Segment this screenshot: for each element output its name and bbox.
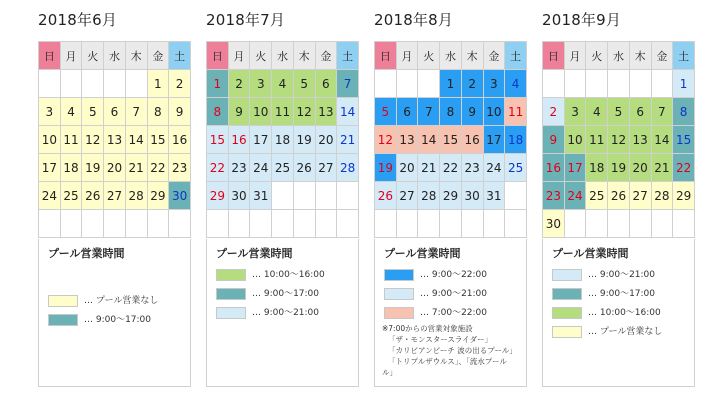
day-cell: 25 <box>60 182 82 210</box>
day-cell: 2 <box>461 70 483 98</box>
empty-cell <box>39 70 61 98</box>
day-cell: 2 <box>169 70 191 98</box>
legend-note: 「ザ・モンスタースライダー」 <box>388 335 493 344</box>
empty-cell <box>82 210 104 238</box>
day-cell: 9 <box>169 98 191 126</box>
legend-swatch <box>384 269 414 281</box>
day-cell: 28 <box>418 182 440 210</box>
day-cell: 29 <box>673 182 695 210</box>
day-cell: 11 <box>272 98 294 126</box>
legend-label: … プール営業なし <box>588 327 663 337</box>
day-cell: 24 <box>483 154 505 182</box>
legend-swatch <box>384 288 414 300</box>
empty-cell <box>228 210 250 238</box>
empty-cell <box>629 210 651 238</box>
day-cell: 7 <box>337 70 359 98</box>
legend-swatch <box>48 295 78 307</box>
day-cell: 16 <box>169 126 191 154</box>
weekday-header-thursday: 木 <box>461 42 483 70</box>
weekday-header-tuesday: 火 <box>418 42 440 70</box>
legend-label: … 9:00〜21:00 <box>588 270 656 280</box>
empty-cell <box>651 210 673 238</box>
week-row <box>375 98 527 126</box>
empty-cell <box>337 182 359 210</box>
week-row <box>375 154 527 182</box>
empty-cell <box>608 70 630 98</box>
day-cell: 24 <box>250 154 272 182</box>
day-cell: 19 <box>375 154 397 182</box>
day-cell: 18 <box>60 154 82 182</box>
day-cell: 13 <box>629 126 651 154</box>
weekday-header-tuesday: 火 <box>250 42 272 70</box>
weekday-header-thursday: 木 <box>293 42 315 70</box>
week-row <box>39 182 191 210</box>
day-cell: 26 <box>293 154 315 182</box>
day-cell: 27 <box>315 154 337 182</box>
empty-cell <box>440 210 462 238</box>
empty-cell <box>461 210 483 238</box>
day-cell: 30 <box>461 182 483 210</box>
day-cell: 30 <box>543 210 565 238</box>
day-cell: 16 <box>461 126 483 154</box>
weekday-header-friday: 金 <box>315 42 337 70</box>
day-cell: 9 <box>543 126 565 154</box>
legend-label: … 7:00〜22:00 <box>420 308 488 318</box>
weekday-header-friday: 金 <box>147 42 169 70</box>
empty-cell <box>207 210 229 238</box>
week-row <box>39 98 191 126</box>
empty-cell <box>293 210 315 238</box>
weekday-header-saturday: 土 <box>505 42 527 70</box>
legend-label: … 9:00〜21:00 <box>252 308 320 318</box>
weekday-header-saturday: 土 <box>337 42 359 70</box>
weekday-header-thursday: 木 <box>125 42 147 70</box>
empty-cell <box>543 70 565 98</box>
day-cell: 16 <box>228 126 250 154</box>
day-cell: 8 <box>207 98 229 126</box>
weekday-header-wednesday: 水 <box>608 42 630 70</box>
weekday-header-wednesday: 水 <box>440 42 462 70</box>
day-cell: 3 <box>483 70 505 98</box>
legend-title: プール営業時間 <box>384 247 461 260</box>
day-cell: 25 <box>586 182 608 210</box>
day-cell: 28 <box>125 182 147 210</box>
day-cell: 10 <box>483 98 505 126</box>
empty-cell <box>586 210 608 238</box>
day-cell: 8 <box>440 98 462 126</box>
day-cell: 1 <box>673 70 695 98</box>
day-cell: 4 <box>505 70 527 98</box>
day-cell: 4 <box>60 98 82 126</box>
legend-label: … 9:00〜17:00 <box>252 289 320 299</box>
day-cell: 5 <box>82 98 104 126</box>
empty-cell <box>629 70 651 98</box>
day-cell: 1 <box>207 70 229 98</box>
day-cell: 19 <box>293 126 315 154</box>
legend-swatch <box>552 269 582 281</box>
day-cell: 22 <box>440 154 462 182</box>
calendar-grid <box>374 41 527 238</box>
empty-cell <box>293 182 315 210</box>
empty-cell <box>147 210 169 238</box>
weekday-header-monday: 月 <box>564 42 586 70</box>
day-cell: 28 <box>651 182 673 210</box>
day-cell: 3 <box>250 70 272 98</box>
weekday-header-monday: 月 <box>228 42 250 70</box>
day-cell: 12 <box>608 126 630 154</box>
day-cell: 18 <box>586 154 608 182</box>
empty-cell <box>60 70 82 98</box>
day-cell: 25 <box>272 154 294 182</box>
empty-cell <box>375 70 397 98</box>
week-row <box>543 154 695 182</box>
day-cell: 6 <box>315 70 337 98</box>
day-cell: 8 <box>673 98 695 126</box>
legend-note: ル」 <box>382 368 397 377</box>
day-cell: 1 <box>147 70 169 98</box>
empty-cell <box>564 70 586 98</box>
weekday-header-sunday: 日 <box>39 42 61 70</box>
legend-swatch <box>216 307 246 319</box>
weekday-header-monday: 月 <box>396 42 418 70</box>
week-row <box>375 210 527 238</box>
day-cell: 8 <box>147 98 169 126</box>
empty-cell <box>272 210 294 238</box>
day-cell: 26 <box>375 182 397 210</box>
empty-cell <box>673 210 695 238</box>
day-cell: 20 <box>315 126 337 154</box>
legend-box <box>38 239 191 387</box>
day-cell: 24 <box>564 182 586 210</box>
day-cell: 17 <box>39 154 61 182</box>
day-cell: 21 <box>418 154 440 182</box>
empty-cell <box>483 210 505 238</box>
weekday-header-saturday: 土 <box>169 42 191 70</box>
day-cell: 6 <box>104 98 126 126</box>
empty-cell <box>608 210 630 238</box>
empty-cell <box>315 182 337 210</box>
calendar-grid <box>206 41 359 238</box>
legend-note: 「カリビアンビーチ 波の出るプール」 <box>388 346 517 355</box>
day-cell: 29 <box>207 182 229 210</box>
day-cell: 23 <box>543 182 565 210</box>
day-cell: 3 <box>564 98 586 126</box>
legend-label: … 10:00〜16:00 <box>252 270 325 280</box>
day-cell: 2 <box>228 70 250 98</box>
day-cell: 14 <box>651 126 673 154</box>
day-cell: 23 <box>228 154 250 182</box>
weekday-header-friday: 金 <box>483 42 505 70</box>
day-cell: 31 <box>483 182 505 210</box>
day-cell: 7 <box>125 98 147 126</box>
day-cell: 23 <box>169 154 191 182</box>
day-cell: 14 <box>418 126 440 154</box>
week-row <box>543 98 695 126</box>
calendar-grid <box>38 41 191 238</box>
day-cell: 13 <box>315 98 337 126</box>
empty-cell <box>396 70 418 98</box>
legend-note: 「トリプルザウルス」、「流水プール <box>388 357 507 366</box>
week-row <box>375 126 527 154</box>
legend-note: ※7:00からの営業対象施設 <box>382 324 473 333</box>
day-cell: 5 <box>608 98 630 126</box>
week-row <box>543 70 695 98</box>
day-cell: 6 <box>396 98 418 126</box>
legend-title: プール営業時間 <box>552 247 629 260</box>
day-cell: 24 <box>39 182 61 210</box>
day-cell: 31 <box>250 182 272 210</box>
legend-box <box>542 239 695 387</box>
day-cell: 19 <box>608 154 630 182</box>
day-cell: 11 <box>586 126 608 154</box>
weekday-header-saturday: 土 <box>673 42 695 70</box>
month-title: 2018年7月 <box>206 11 286 29</box>
day-cell: 20 <box>629 154 651 182</box>
week-row <box>543 126 695 154</box>
week-row <box>543 210 695 238</box>
empty-cell <box>586 70 608 98</box>
day-cell: 10 <box>250 98 272 126</box>
day-cell: 17 <box>564 154 586 182</box>
legend-swatch <box>48 314 78 326</box>
empty-cell <box>169 210 191 238</box>
weekday-header-wednesday: 水 <box>272 42 294 70</box>
day-cell: 27 <box>629 182 651 210</box>
day-cell: 14 <box>337 98 359 126</box>
legend-label: … 10:00〜16:00 <box>588 308 661 318</box>
week-row <box>207 182 359 210</box>
empty-cell <box>39 210 61 238</box>
day-cell: 11 <box>505 98 527 126</box>
day-cell: 17 <box>483 126 505 154</box>
day-cell: 15 <box>440 126 462 154</box>
day-cell: 21 <box>125 154 147 182</box>
day-cell: 13 <box>104 126 126 154</box>
week-row <box>207 98 359 126</box>
empty-cell <box>125 70 147 98</box>
empty-cell <box>505 182 527 210</box>
day-cell: 22 <box>207 154 229 182</box>
empty-cell <box>60 210 82 238</box>
day-cell: 14 <box>125 126 147 154</box>
day-cell: 4 <box>586 98 608 126</box>
empty-cell <box>375 210 397 238</box>
day-cell: 18 <box>272 126 294 154</box>
week-row <box>375 70 527 98</box>
day-cell: 15 <box>673 126 695 154</box>
weekday-header-thursday: 木 <box>629 42 651 70</box>
day-cell: 1 <box>440 70 462 98</box>
day-cell: 25 <box>505 154 527 182</box>
calendar-grid <box>542 41 695 238</box>
day-cell: 17 <box>250 126 272 154</box>
day-cell: 27 <box>104 182 126 210</box>
legend-swatch <box>552 307 582 319</box>
day-cell: 30 <box>169 182 191 210</box>
day-cell: 7 <box>418 98 440 126</box>
empty-cell <box>82 70 104 98</box>
day-cell: 22 <box>673 154 695 182</box>
day-cell: 21 <box>337 126 359 154</box>
day-cell: 26 <box>608 182 630 210</box>
day-cell: 9 <box>228 98 250 126</box>
day-cell: 6 <box>629 98 651 126</box>
weekday-header-wednesday: 水 <box>104 42 126 70</box>
month-title: 2018年9月 <box>542 11 622 29</box>
empty-cell <box>418 70 440 98</box>
day-cell: 27 <box>396 182 418 210</box>
day-cell: 22 <box>147 154 169 182</box>
week-row <box>207 126 359 154</box>
day-cell: 18 <box>505 126 527 154</box>
weekday-header-friday: 金 <box>651 42 673 70</box>
legend-label: … 9:00〜21:00 <box>420 289 488 299</box>
weekday-header-tuesday: 火 <box>82 42 104 70</box>
day-cell: 21 <box>651 154 673 182</box>
legend-title: プール営業時間 <box>216 247 293 260</box>
day-cell: 28 <box>337 154 359 182</box>
weekday-header-sunday: 日 <box>375 42 397 70</box>
legend-swatch <box>216 269 246 281</box>
day-cell: 12 <box>375 126 397 154</box>
empty-cell <box>337 210 359 238</box>
legend-swatch <box>552 326 582 338</box>
week-row <box>207 70 359 98</box>
day-cell: 9 <box>461 98 483 126</box>
day-cell: 15 <box>147 126 169 154</box>
day-cell: 7 <box>651 98 673 126</box>
legend-title: プール営業時間 <box>48 247 125 260</box>
empty-cell <box>505 210 527 238</box>
day-cell: 12 <box>82 126 104 154</box>
week-row <box>39 70 191 98</box>
week-row <box>39 154 191 182</box>
legend-box <box>206 239 359 387</box>
day-cell: 12 <box>293 98 315 126</box>
day-cell: 4 <box>272 70 294 98</box>
weekday-header-tuesday: 火 <box>586 42 608 70</box>
day-cell: 5 <box>293 70 315 98</box>
month-title: 2018年6月 <box>38 11 118 29</box>
empty-cell <box>564 210 586 238</box>
week-row <box>207 154 359 182</box>
legend-label: … プール営業なし <box>84 296 159 306</box>
day-cell: 29 <box>147 182 169 210</box>
week-row <box>39 126 191 154</box>
day-cell: 15 <box>207 126 229 154</box>
weekday-header-sunday: 日 <box>543 42 565 70</box>
day-cell: 19 <box>82 154 104 182</box>
day-cell: 10 <box>39 126 61 154</box>
day-cell: 29 <box>440 182 462 210</box>
day-cell: 11 <box>60 126 82 154</box>
legend-swatch <box>384 307 414 319</box>
day-cell: 3 <box>39 98 61 126</box>
month-title: 2018年8月 <box>374 11 454 29</box>
week-row <box>207 210 359 238</box>
empty-cell <box>315 210 337 238</box>
week-row <box>543 182 695 210</box>
empty-cell <box>272 182 294 210</box>
day-cell: 26 <box>82 182 104 210</box>
week-row <box>39 210 191 238</box>
day-cell: 23 <box>461 154 483 182</box>
empty-cell <box>104 210 126 238</box>
empty-cell <box>250 210 272 238</box>
legend-swatch <box>552 288 582 300</box>
empty-cell <box>396 210 418 238</box>
day-cell: 20 <box>396 154 418 182</box>
legend-box <box>374 239 527 387</box>
empty-cell <box>418 210 440 238</box>
day-cell: 16 <box>543 154 565 182</box>
legend-label: … 9:00〜17:00 <box>84 315 152 325</box>
day-cell: 30 <box>228 182 250 210</box>
weekday-header-monday: 月 <box>60 42 82 70</box>
day-cell: 2 <box>543 98 565 126</box>
empty-cell <box>651 70 673 98</box>
legend-label: … 9:00〜17:00 <box>588 289 656 299</box>
weekday-header-sunday: 日 <box>207 42 229 70</box>
legend-swatch <box>216 288 246 300</box>
empty-cell <box>104 70 126 98</box>
day-cell: 5 <box>375 98 397 126</box>
day-cell: 13 <box>396 126 418 154</box>
week-row <box>375 182 527 210</box>
day-cell: 10 <box>564 126 586 154</box>
empty-cell <box>125 210 147 238</box>
legend-label: … 9:00〜22:00 <box>420 270 488 280</box>
day-cell: 20 <box>104 154 126 182</box>
